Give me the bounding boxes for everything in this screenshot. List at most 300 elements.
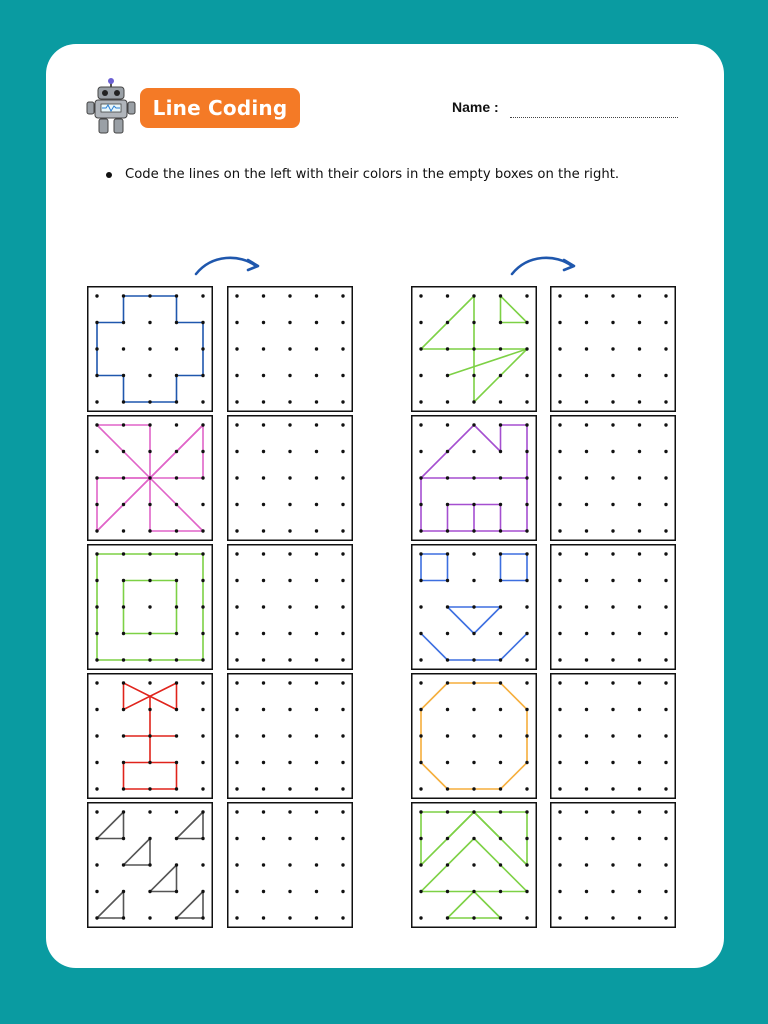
grid-dot [664, 579, 667, 582]
grid-dot [499, 761, 502, 764]
grid-dot [95, 761, 98, 764]
grid-dot [472, 708, 475, 711]
grid-dot [472, 450, 475, 453]
grid-dot [262, 787, 265, 790]
grid-dot [95, 476, 98, 479]
grid-dot [611, 734, 614, 737]
grid-dot [499, 374, 502, 377]
grid-dot [525, 916, 528, 919]
grid-dot [638, 863, 641, 866]
grid-dot [558, 837, 561, 840]
grid-dot [664, 347, 667, 350]
grid-dot [122, 552, 125, 555]
grid-dot [499, 423, 502, 426]
grid-dot [611, 708, 614, 711]
grid-dot [262, 476, 265, 479]
grid-dot [419, 605, 422, 608]
grid-dot [95, 321, 98, 324]
grid-dot [235, 374, 238, 377]
grid-dot [525, 321, 528, 324]
grid-dot [148, 529, 151, 532]
grid-dot [95, 605, 98, 608]
grid-dot [122, 708, 125, 711]
grid-dot [472, 476, 475, 479]
grid-dot [558, 529, 561, 532]
grid-dot [288, 890, 291, 893]
grid-dot [341, 916, 344, 919]
grid-dot [235, 837, 238, 840]
grid-dot [611, 681, 614, 684]
grid-dot [95, 916, 98, 919]
grid-dot [472, 294, 475, 297]
grid-dot [446, 579, 449, 582]
answer-grid-face[interactable] [550, 544, 676, 670]
grid-dot [201, 321, 204, 324]
grid-dot [499, 552, 502, 555]
grid-dot [558, 450, 561, 453]
grid-dot [638, 579, 641, 582]
grid-dot [122, 863, 125, 866]
grid-dot [558, 810, 561, 813]
grid-dot [638, 476, 641, 479]
grid-dot [341, 890, 344, 893]
grid-dot [611, 837, 614, 840]
grid-dot [122, 476, 125, 479]
grid-dot [175, 681, 178, 684]
robot-logo-icon [85, 78, 139, 136]
grid-dot [315, 450, 318, 453]
grid-dot [611, 503, 614, 506]
grid-dot [315, 658, 318, 661]
grid-dot [175, 579, 178, 582]
grid-dot [201, 632, 204, 635]
grid-dot [525, 863, 528, 866]
grid-dot [472, 529, 475, 532]
example-grid-octagon [411, 673, 537, 799]
grid-dot [525, 529, 528, 532]
grid-dot [201, 761, 204, 764]
grid-dot [122, 294, 125, 297]
grid-dot [525, 294, 528, 297]
grid-dot [585, 552, 588, 555]
grid-dot [558, 347, 561, 350]
grid-dot [95, 400, 98, 403]
grid-dot [558, 579, 561, 582]
grid-dot [341, 347, 344, 350]
grid-dot [585, 579, 588, 582]
grid-dot [446, 837, 449, 840]
grid-dot [148, 890, 151, 893]
instruction-item [106, 167, 619, 182]
grid-dot [664, 708, 667, 711]
grid-dot [122, 734, 125, 737]
grid-dot [201, 605, 204, 608]
grid-dot [525, 734, 528, 737]
grid-dot [446, 658, 449, 661]
grid-dot [638, 605, 641, 608]
answer-grid-house[interactable] [550, 415, 676, 541]
grid-dot [499, 347, 502, 350]
grid-dot [611, 761, 614, 764]
grid-dot [95, 787, 98, 790]
grid-dot [262, 423, 265, 426]
grid-dot [419, 708, 422, 711]
grid-dot [611, 890, 614, 893]
grid-dot [315, 552, 318, 555]
grid-dot [201, 374, 204, 377]
grid-dot [558, 787, 561, 790]
grid-dot [446, 863, 449, 866]
grid-dot [341, 632, 344, 635]
grid-dot [288, 681, 291, 684]
grid-dot [446, 890, 449, 893]
grid-dot [288, 294, 291, 297]
grid-dot [175, 476, 178, 479]
grid-dot [235, 810, 238, 813]
grid-dot [558, 400, 561, 403]
grid-dot [175, 810, 178, 813]
grid-dot [611, 810, 614, 813]
grid-dot [262, 579, 265, 582]
grid-dot [558, 708, 561, 711]
grid-dot [611, 450, 614, 453]
grid-dot [558, 681, 561, 684]
grid-dot [235, 476, 238, 479]
grid-dot [262, 450, 265, 453]
grid-dot [122, 529, 125, 532]
example-grid-triangles [87, 802, 213, 928]
grid-dot [288, 374, 291, 377]
grid-dot [638, 708, 641, 711]
grid-dot [175, 423, 178, 426]
grid-dot [148, 681, 151, 684]
answer-grid-bowtie[interactable] [227, 673, 353, 799]
grid-dot [664, 916, 667, 919]
instruction-text: Code the lines on the left with their colors in the empty boxes on the right. [125, 167, 620, 182]
grid-dot [122, 810, 125, 813]
grid-dot [288, 787, 291, 790]
grid-dot [201, 579, 204, 582]
grid-dot [95, 450, 98, 453]
grid-dot [638, 681, 641, 684]
grid-dot [341, 552, 344, 555]
grid-dot [95, 374, 98, 377]
grid-dot [525, 400, 528, 403]
grid-dot [235, 552, 238, 555]
grid-dot [341, 863, 344, 866]
grid-dot [201, 423, 204, 426]
grid-dot [122, 579, 125, 582]
grid-dot [611, 605, 614, 608]
grid-dot [122, 450, 125, 453]
example-grid-squares [87, 544, 213, 670]
grid-dot [585, 423, 588, 426]
grid-dot [664, 423, 667, 426]
grid-dot [95, 503, 98, 506]
grid-dot [262, 916, 265, 919]
grid-dot [499, 681, 502, 684]
grid-dot [664, 400, 667, 403]
grid-dot [472, 761, 475, 764]
grid-dot [288, 632, 291, 635]
grid-dot [558, 503, 561, 506]
grid-dot [315, 734, 318, 737]
grid-dot [499, 863, 502, 866]
answer-grid-tree[interactable] [550, 802, 676, 928]
grid-dot [122, 681, 125, 684]
grid-dot [341, 837, 344, 840]
grid-dot [262, 863, 265, 866]
grid-dot [201, 400, 204, 403]
grid-dot [201, 708, 204, 711]
grid-dot [235, 787, 238, 790]
grid-dot [341, 529, 344, 532]
grid-dot [315, 761, 318, 764]
grid-dot [611, 529, 614, 532]
grid-dot [664, 294, 667, 297]
grid-dot [499, 708, 502, 711]
grid-dot [95, 423, 98, 426]
grid-dot [262, 761, 265, 764]
grid-dot [235, 681, 238, 684]
grid-dot [664, 503, 667, 506]
grid-dot [585, 632, 588, 635]
grid-dot [472, 916, 475, 919]
grid-dot [585, 863, 588, 866]
grid-dot [201, 476, 204, 479]
grid-dot [419, 761, 422, 764]
grid-dot [611, 374, 614, 377]
grid-dot [262, 374, 265, 377]
curved-arrow-icon [508, 252, 580, 278]
grid-dot [341, 294, 344, 297]
grid-dot [472, 552, 475, 555]
grid-dot [122, 321, 125, 324]
grid-dot [95, 837, 98, 840]
grid-dot [148, 374, 151, 377]
grid-dot [341, 321, 344, 324]
grid-dot [175, 837, 178, 840]
grid-dot [585, 529, 588, 532]
grid-dot [235, 658, 238, 661]
grid-dot [288, 863, 291, 866]
grid-dot [262, 708, 265, 711]
grid-dot [664, 450, 667, 453]
grid-dot [148, 400, 151, 403]
grid-dot [341, 400, 344, 403]
grid-dot [95, 294, 98, 297]
grid-dot [499, 321, 502, 324]
grid-dot [315, 529, 318, 532]
grid-dot [419, 529, 422, 532]
grid-dot [95, 658, 98, 661]
grid-dot [499, 890, 502, 893]
grid-dot [664, 605, 667, 608]
grid-dot [419, 916, 422, 919]
grid-dot [611, 863, 614, 866]
grid-dot [201, 552, 204, 555]
grid-dot [558, 734, 561, 737]
grid-dot [638, 890, 641, 893]
grid-dot [148, 321, 151, 324]
grid-dot [288, 423, 291, 426]
grid-dot [262, 529, 265, 532]
answer-grid-octagon[interactable] [550, 673, 676, 799]
answer-grid-triangles[interactable] [227, 802, 353, 928]
grid-dot [558, 658, 561, 661]
grid-dot [148, 294, 151, 297]
grid-dot [499, 734, 502, 737]
example-grid-tree [411, 802, 537, 928]
grid-dot [638, 632, 641, 635]
grid-dot [499, 503, 502, 506]
grid-dot [525, 890, 528, 893]
grid-dot [235, 605, 238, 608]
grid-dot [558, 863, 561, 866]
grid-dot [664, 810, 667, 813]
grid-dot [446, 708, 449, 711]
grid-dot [558, 294, 561, 297]
grid-dot [95, 890, 98, 893]
answer-grid-squares[interactable] [227, 544, 353, 670]
grid-dot [148, 579, 151, 582]
grid-dot [585, 837, 588, 840]
grid-dot [288, 837, 291, 840]
grid-dot [288, 708, 291, 711]
grid-dot [148, 658, 151, 661]
grid-dot [201, 503, 204, 506]
grid-dot [315, 321, 318, 324]
grid-dot [611, 632, 614, 635]
grid-dot [341, 450, 344, 453]
grid-dot [201, 863, 204, 866]
grid-dot [122, 374, 125, 377]
grid-dot [419, 632, 422, 635]
grid-dot [122, 503, 125, 506]
grid-dot [175, 503, 178, 506]
grid-dot [122, 423, 125, 426]
grid-dot [638, 423, 641, 426]
grid-dot [585, 605, 588, 608]
grid-dot [611, 423, 614, 426]
grid-dot [175, 529, 178, 532]
grid-dot [446, 476, 449, 479]
title-banner [140, 88, 300, 128]
grid-dot [235, 579, 238, 582]
grid-dot [558, 761, 561, 764]
grid-dot [525, 837, 528, 840]
grid-dot [611, 347, 614, 350]
grid-dot [419, 450, 422, 453]
grid-dot [148, 708, 151, 711]
grid-dot [638, 552, 641, 555]
grid-dot [446, 632, 449, 635]
grid-dot [585, 658, 588, 661]
grid-dot [419, 787, 422, 790]
grid-dot [288, 503, 291, 506]
grid-dot [175, 400, 178, 403]
answer-grid-leaf[interactable] [550, 286, 676, 412]
grid-dot [201, 529, 204, 532]
grid-dot [611, 552, 614, 555]
grid-dot [419, 863, 422, 866]
grid-dot [148, 916, 151, 919]
grid-dot [499, 916, 502, 919]
grid-dot [262, 837, 265, 840]
grid-dot [148, 761, 151, 764]
grid-dot [288, 400, 291, 403]
grid-dot [288, 579, 291, 582]
grid-dot [472, 374, 475, 377]
grid-dot [315, 374, 318, 377]
answer-grid-cross[interactable] [227, 286, 353, 412]
grid-dot [122, 837, 125, 840]
grid-dot [341, 708, 344, 711]
grid-dot [638, 503, 641, 506]
example-grid-house [411, 415, 537, 541]
grid-dot [95, 347, 98, 350]
grid-dot [288, 605, 291, 608]
grid-dot [175, 632, 178, 635]
grid-dot [664, 681, 667, 684]
grid-dot [341, 734, 344, 737]
grid-dot [638, 837, 641, 840]
grid-dot [611, 579, 614, 582]
grid-dot [95, 681, 98, 684]
grid-dot [419, 837, 422, 840]
grid-dot [525, 787, 528, 790]
grid-dot [558, 552, 561, 555]
grid-dot [611, 916, 614, 919]
grid-dot [235, 503, 238, 506]
grid-dot [175, 374, 178, 377]
grid-dot [499, 579, 502, 582]
grid-dot [262, 658, 265, 661]
grid-dot [472, 579, 475, 582]
bullet-icon [106, 172, 112, 178]
grid-dot [201, 890, 204, 893]
grid-dot [585, 374, 588, 377]
grid-dot [315, 476, 318, 479]
grid-dot [419, 890, 422, 893]
grid-dot [419, 810, 422, 813]
grid-dot [288, 529, 291, 532]
name-field[interactable] [510, 117, 678, 118]
grid-dot [446, 450, 449, 453]
grid-dot [525, 810, 528, 813]
grid-dot [235, 916, 238, 919]
grid-dot [122, 605, 125, 608]
grid-dot [585, 734, 588, 737]
grid-dot [95, 863, 98, 866]
grid-dot [446, 787, 449, 790]
grid-dot [664, 552, 667, 555]
grid-dot [664, 787, 667, 790]
grid-dot [288, 810, 291, 813]
grid-dot [288, 476, 291, 479]
grid-dot [446, 294, 449, 297]
grid-dot [499, 450, 502, 453]
grid-dot [262, 400, 265, 403]
grid-dot [664, 863, 667, 866]
grid-dot [664, 658, 667, 661]
grid-dot [446, 734, 449, 737]
grid-dot [525, 681, 528, 684]
grid-dot [95, 708, 98, 711]
answer-grid-pinwheel[interactable] [227, 415, 353, 541]
grid-dot [585, 890, 588, 893]
grid-dot [262, 810, 265, 813]
